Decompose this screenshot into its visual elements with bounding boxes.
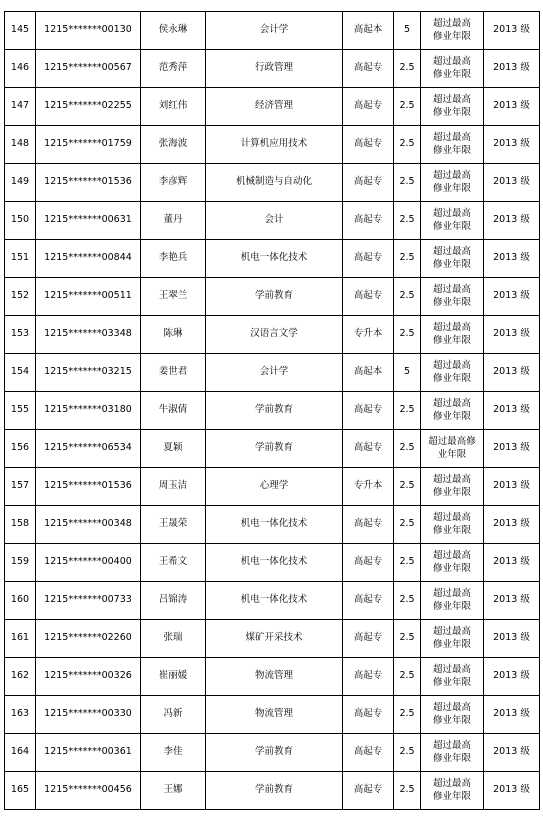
study-years-cell: 2.5 [394,316,421,354]
status-line: 修业年限 [432,182,471,194]
row-number-cell: 157 [5,468,36,506]
student-id-cell: 1215*******03180 [36,392,141,430]
status-line: 超过最高 [432,587,471,599]
table-row [5,734,540,772]
row-number-cell: 161 [5,620,36,658]
status-line: 修业年限 [432,600,471,612]
grade-cell: 2013 级 [484,506,540,544]
student-id-cell: 1215*******01759 [36,126,141,164]
table-row [5,240,540,278]
status-cell [421,468,484,506]
status-line: 业年限 [437,448,467,460]
status-line: 修业年限 [432,714,471,726]
grade-cell: 2013 级 [484,50,540,88]
level-cell: 高起专 [343,126,394,164]
table-row [5,772,540,810]
status-line: 修业年限 [432,144,471,156]
status-line: 超过最高 [432,55,471,67]
status-cell [421,354,484,392]
major-cell: 学前教育 [206,392,343,430]
major-cell: 机电一体化技术 [206,240,343,278]
student-name-cell: 周玉洁 [141,468,206,506]
status-line: 超过最高 [432,473,471,485]
row-number-cell: 159 [5,544,36,582]
status-line: 修业年限 [432,410,471,422]
level-cell: 高起本 [343,12,394,50]
study-years-cell: 2.5 [394,582,421,620]
study-years-cell: 2.5 [394,240,421,278]
student-name-cell: 陈琳 [141,316,206,354]
level-cell: 高起专 [343,544,394,582]
student-id-cell: 1215*******01536 [36,468,141,506]
level-cell: 高起专 [343,88,394,126]
table-row [5,696,540,734]
row-number-cell: 156 [5,430,36,468]
level-cell: 高起专 [343,50,394,88]
status-cell [421,772,484,810]
status-line: 超过最高 [432,321,471,333]
level-cell: 高起专 [343,620,394,658]
row-number-cell: 151 [5,240,36,278]
student-name-cell: 侯永琳 [141,12,206,50]
status-line: 修业年限 [432,562,471,574]
grade-cell: 2013 级 [484,696,540,734]
study-years-cell: 2.5 [394,620,421,658]
level-cell: 专升本 [343,316,394,354]
level-cell: 高起专 [343,772,394,810]
student-id-cell: 1215*******00567 [36,50,141,88]
table-row [5,392,540,430]
student-table-body [5,12,540,810]
status-line: 超过最高 [432,777,471,789]
table-row [5,126,540,164]
student-name-cell: 冯新 [141,696,206,734]
status-cell [421,582,484,620]
status-cell [421,50,484,88]
row-number-cell: 149 [5,164,36,202]
student-id-cell: 1215*******00511 [36,278,141,316]
row-number-cell: 150 [5,202,36,240]
major-cell: 学前教育 [206,772,343,810]
student-id-cell: 1215*******02260 [36,620,141,658]
student-name-cell: 王娜 [141,772,206,810]
row-number-cell: 162 [5,658,36,696]
level-cell: 高起本 [343,354,394,392]
status-cell [421,620,484,658]
student-name-cell: 李艳兵 [141,240,206,278]
status-line: 修业年限 [432,258,471,270]
row-number-cell: 147 [5,88,36,126]
study-years-cell: 2.5 [394,278,421,316]
student-name-cell: 李彦辉 [141,164,206,202]
major-cell: 会计学 [206,12,343,50]
status-line: 修业年限 [432,372,471,384]
student-name-cell: 范秀萍 [141,50,206,88]
major-cell: 煤矿开采技术 [206,620,343,658]
status-line: 超过最高 [432,663,471,675]
study-years-cell: 5 [394,12,421,50]
study-years-cell: 2.5 [394,88,421,126]
grade-cell: 2013 级 [484,240,540,278]
student-id-cell: 1215*******00844 [36,240,141,278]
major-cell: 机械制造与自动化 [206,164,343,202]
grade-cell: 2013 级 [484,620,540,658]
major-cell: 学前教育 [206,430,343,468]
grade-cell: 2013 级 [484,544,540,582]
status-line: 修业年限 [432,790,471,802]
grade-cell: 2013 级 [484,12,540,50]
study-years-cell: 2.5 [394,734,421,772]
study-years-cell: 2.5 [394,696,421,734]
table-row [5,316,540,354]
table-row [5,164,540,202]
level-cell: 高起专 [343,392,394,430]
level-cell: 高起专 [343,696,394,734]
status-line: 超过最高 [432,359,471,371]
student-id-cell: 1215*******03215 [36,354,141,392]
study-years-cell: 2.5 [394,468,421,506]
status-line: 超过最高 [432,93,471,105]
student-name-cell: 崔丽媛 [141,658,206,696]
status-line: 修业年限 [432,220,471,232]
status-line: 修业年限 [432,486,471,498]
table-row [5,620,540,658]
status-cell [421,392,484,430]
student-id-cell: 1215*******00326 [36,658,141,696]
status-cell [421,544,484,582]
status-cell [421,202,484,240]
level-cell: 高起专 [343,240,394,278]
table-row [5,582,540,620]
status-line: 修业年限 [432,30,471,42]
status-line: 超过最高 [432,283,471,295]
table-row [5,430,540,468]
grade-cell: 2013 级 [484,354,540,392]
study-years-cell: 2.5 [394,392,421,430]
grade-cell: 2013 级 [484,316,540,354]
status-line: 超过最高 [432,549,471,561]
study-years-cell: 5 [394,354,421,392]
status-line: 修业年限 [432,106,471,118]
grade-cell: 2013 级 [484,164,540,202]
table-row [5,50,540,88]
student-table [4,11,540,810]
study-years-cell: 2.5 [394,202,421,240]
level-cell: 专升本 [343,468,394,506]
student-name-cell: 张瑞 [141,620,206,658]
grade-cell: 2013 级 [484,772,540,810]
status-line: 修业年限 [432,68,471,80]
level-cell: 高起专 [343,164,394,202]
student-name-cell: 姜世君 [141,354,206,392]
status-line: 超过最高 [432,17,471,29]
status-line: 修业年限 [432,524,471,536]
major-cell: 学前教育 [206,278,343,316]
study-years-cell: 2.5 [394,430,421,468]
grade-cell: 2013 级 [484,430,540,468]
student-id-cell: 1215*******03348 [36,316,141,354]
grade-cell: 2013 级 [484,202,540,240]
grade-cell: 2013 级 [484,468,540,506]
study-years-cell: 2.5 [394,658,421,696]
study-years-cell: 2.5 [394,772,421,810]
row-number-cell: 153 [5,316,36,354]
status-line: 超过最高 [432,245,471,257]
grade-cell: 2013 级 [484,658,540,696]
row-number-cell: 165 [5,772,36,810]
student-name-cell: 牛淑倩 [141,392,206,430]
grade-cell: 2013 级 [484,734,540,772]
student-name-cell: 王希文 [141,544,206,582]
student-id-cell: 1215*******00456 [36,772,141,810]
table-row [5,658,540,696]
student-id-cell: 1215*******00348 [36,506,141,544]
table-row [5,12,540,50]
study-years-cell: 2.5 [394,506,421,544]
student-id-cell: 1215*******02255 [36,88,141,126]
status-cell [421,164,484,202]
level-cell: 高起专 [343,658,394,696]
major-cell: 会计学 [206,354,343,392]
status-line: 修业年限 [432,296,471,308]
status-line: 超过最高 [432,169,471,181]
level-cell: 高起专 [343,430,394,468]
grade-cell: 2013 级 [484,582,540,620]
status-line: 超过最高 [432,207,471,219]
status-line: 超过最高 [432,397,471,409]
study-years-cell: 2.5 [394,126,421,164]
student-name-cell: 吕锦涛 [141,582,206,620]
major-cell: 机电一体化技术 [206,544,343,582]
major-cell: 机电一体化技术 [206,506,343,544]
table-row [5,88,540,126]
status-line: 修业年限 [432,676,471,688]
status-line: 超过最高修 [428,435,476,447]
student-id-cell: 1215*******00631 [36,202,141,240]
status-cell [421,278,484,316]
major-cell: 汉语言文学 [206,316,343,354]
grade-cell: 2013 级 [484,278,540,316]
status-line: 修业年限 [432,334,471,346]
status-cell [421,658,484,696]
student-name-cell: 王晟荣 [141,506,206,544]
study-years-cell: 2.5 [394,544,421,582]
row-number-cell: 163 [5,696,36,734]
student-name-cell: 刘红伟 [141,88,206,126]
status-line: 超过最高 [432,625,471,637]
major-cell: 计算机应用技术 [206,126,343,164]
student-name-cell: 董丹 [141,202,206,240]
major-cell: 物流管理 [206,696,343,734]
student-name-cell: 张海波 [141,126,206,164]
major-cell: 机电一体化技术 [206,582,343,620]
level-cell: 高起专 [343,278,394,316]
table-row [5,278,540,316]
status-line: 修业年限 [432,752,471,764]
level-cell: 高起专 [343,582,394,620]
status-line: 超过最高 [432,701,471,713]
status-line: 超过最高 [432,739,471,751]
status-cell [421,240,484,278]
level-cell: 高起专 [343,202,394,240]
major-cell: 经济管理 [206,88,343,126]
row-number-cell: 146 [5,50,36,88]
study-years-cell: 2.5 [394,164,421,202]
row-number-cell: 145 [5,12,36,50]
row-number-cell: 148 [5,126,36,164]
study-years-cell: 2.5 [394,50,421,88]
level-cell: 高起专 [343,734,394,772]
row-number-cell: 154 [5,354,36,392]
grade-cell: 2013 级 [484,392,540,430]
student-name-cell: 王翠兰 [141,278,206,316]
table-row [5,544,540,582]
status-cell [421,506,484,544]
table-row [5,506,540,544]
status-line: 超过最高 [432,131,471,143]
major-cell: 物流管理 [206,658,343,696]
student-id-cell: 1215*******01536 [36,164,141,202]
status-cell [421,734,484,772]
grade-cell: 2013 级 [484,88,540,126]
student-id-cell: 1215*******06534 [36,430,141,468]
row-number-cell: 160 [5,582,36,620]
table-row [5,202,540,240]
status-line: 超过最高 [432,511,471,523]
grade-cell: 2013 级 [484,126,540,164]
student-id-cell: 1215*******00400 [36,544,141,582]
row-number-cell: 155 [5,392,36,430]
status-cell [421,696,484,734]
status-cell [421,430,484,468]
status-line: 修业年限 [432,638,471,650]
level-cell: 高起专 [343,506,394,544]
status-cell [421,126,484,164]
major-cell: 行政管理 [206,50,343,88]
table-row [5,354,540,392]
status-cell [421,12,484,50]
row-number-cell: 164 [5,734,36,772]
student-id-cell: 1215*******00130 [36,12,141,50]
major-cell: 会计 [206,202,343,240]
student-id-cell: 1215*******00361 [36,734,141,772]
status-cell [421,316,484,354]
student-name-cell: 李佳 [141,734,206,772]
major-cell: 心理学 [206,468,343,506]
row-number-cell: 152 [5,278,36,316]
status-cell [421,88,484,126]
row-number-cell: 158 [5,506,36,544]
table-row [5,468,540,506]
major-cell: 学前教育 [206,734,343,772]
student-id-cell: 1215*******00330 [36,696,141,734]
student-name-cell: 夏颖 [141,430,206,468]
student-id-cell: 1215*******00733 [36,582,141,620]
